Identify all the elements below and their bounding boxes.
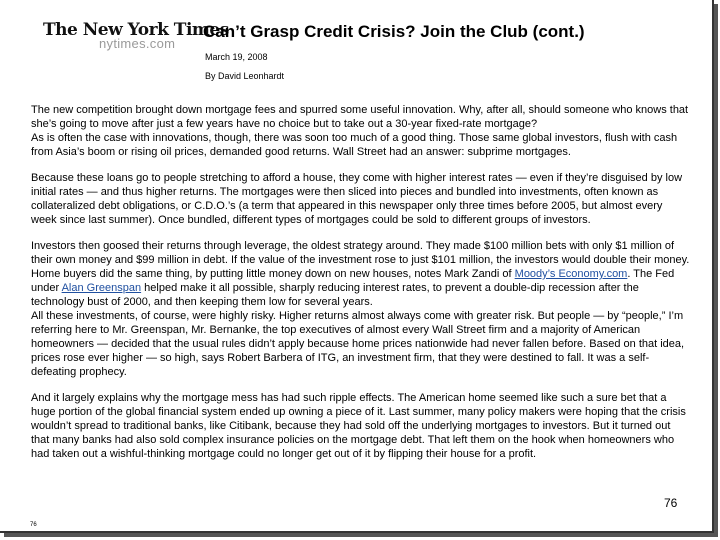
moodys-economy-link[interactable]: Moody’s Economy.com bbox=[514, 268, 628, 280]
nyt-logo bbox=[43, 20, 229, 56]
logo-wordmark: The New York Times bbox=[43, 20, 229, 40]
article-byline: By David Leonhardt bbox=[205, 71, 285, 81]
paragraph-5: All these investments, of course, were highly risky. Higher returns almost always come with greater risk. But people — by “people,” I’m referring here to Mr. Greenspan, Mr. Bernanke, the top executives of almost every Wall Street firm and a majority of American homeowners — decided that the usual rules didn’t apply because home prices nationwide had never fallen before. Based on that idea, prices rose ever higher — so high, says Robert Barbera of ITG, an investment firm, that they were destined to fall. It was a self-defeating prophecy. bbox=[31, 310, 685, 378]
logo-domain: nytimes.com bbox=[99, 36, 176, 51]
paragraph-4-text-b: . The Fed under bbox=[31, 268, 675, 294]
paragraph-6: And it largely explains why the mortgage mess has had such ripple effects. The American home seemed like such a sure bet that a huge portion of the global financial system ended up owning a piece of it. Last summer, many policy makers were hoping that the crisis wouldn’t spread to traditional banks, like Citibank, because they had sold off the underlying mortgages to investors. But it turned out that many banks had also sold complex insurance policies on the mortgage debt. That left them on the hook when homeowners who had taken out a wishful-thinking mortgage could no longer get out of it by flipping their house for a profit. bbox=[31, 392, 686, 460]
paragraph-4 bbox=[31, 239, 691, 309]
paragraph-1: The new competition brought down mortgage fees and spurred some useful innovation. Why, after all, should someone who knows that she’s going to move after just a few years have no choice but to take out a 30-year fixed-rate mortgage? bbox=[31, 104, 689, 130]
paragraph-4-text-c: helped make it all possible, sharply reducing interest rates, to prevent a double-dip recession after the technology bust of 2000, and then keeping them low for several years. bbox=[31, 282, 639, 308]
page-number: 76 bbox=[664, 496, 678, 510]
paragraph-3: Because these loans go to people stretching to afford a house, they come with higher interest rates — even if they’re disguised by low initial rates — and thus higher returns. The mortgages were then sliced into pieces and bundled into investments, often known as collateralized debt obligations, or C.D.O.’s (a term that appeared in this newspaper only three times before 2005, but almost every week since last summer). Once bundled, different types of mortgages could be sold to different groups of investors. bbox=[31, 172, 683, 226]
slide-title: Can’t Grasp Credit Crisis? Join the Club (cont.) bbox=[203, 22, 585, 41]
article-body bbox=[31, 103, 691, 473]
paragraph-4-text-a: Investors then goosed their returns through leverage, the oldest strategy around. They made $100 million bets with only $1 million of their own money and $99 million in debt. If the value of the investment rose to just $101 million, the investors would double their money. Home buyers did the same thing, by putting little money down on new houses, notes Mark Zandi of bbox=[31, 240, 690, 280]
article-date: March 19, 2008 bbox=[205, 52, 268, 62]
slide-number: 76 bbox=[30, 522, 37, 528]
paragraph-2: As is often the case with innovations, though, there was soon too much of a good thing. Those same global investors, flush with cash from Asia’s boom or rising oil prices, demanded good returns. Wall Street had an answer: subprime mortgages. bbox=[31, 132, 678, 158]
alan-greenspan-link[interactable]: Alan Greenspan bbox=[61, 282, 142, 294]
